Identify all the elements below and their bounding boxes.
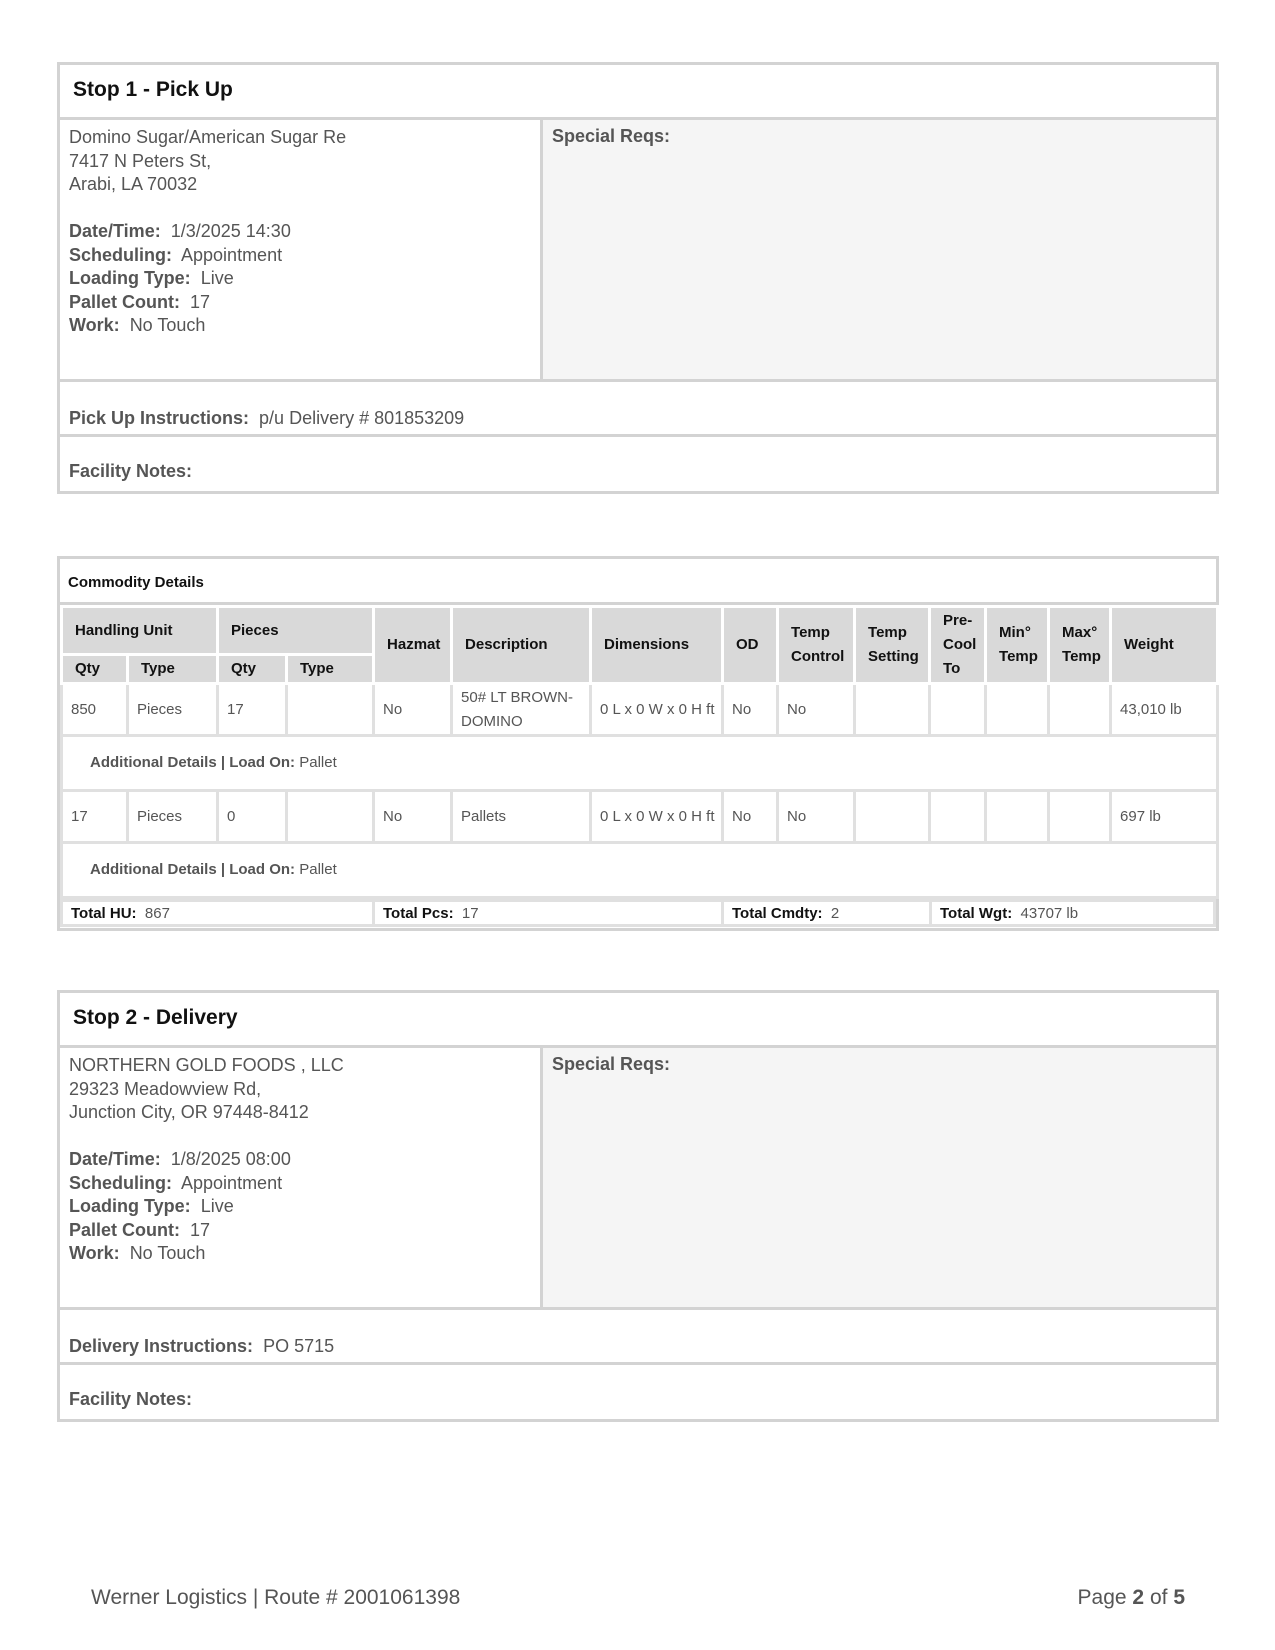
stop-2-special-reqs: Special Reqs: [543,1048,1216,1307]
stop-2-facility-notes: Facility Notes: [69,1389,193,1409]
header-hu-type: Type [128,655,218,684]
header-handling-unit: Handling Unit [62,607,218,655]
stop-2-address-line: NORTHERN GOLD FOODS , LLC [69,1055,344,1075]
stop-2-address-line: 29323 Meadowview Rd, [69,1078,262,1099]
stop-1-address-line: 7417 N Peters St, [69,150,212,171]
stop-2-address-block [60,1048,543,1307]
stop-1-datetime: Date/Time: 1/3/2025 14:30 [69,221,291,241]
additional-details-row: Additional Details | Load On: Pallet [62,843,1218,898]
footer-page-number: Page 2 of 5 [1077,1586,1185,1609]
stop-1-address-block [60,120,543,379]
stop-1-work: Work: No Touch [69,315,206,335]
commodity-details-title: Commodity Details [60,559,1216,605]
stop-1-title: Stop 1 - Pick Up [60,65,1216,120]
commodity-details-section [57,556,1219,931]
stop-2-pallet-count: Pallet Count: 17 [69,1219,211,1240]
total-hu: Total HU: 867 [62,901,374,926]
header-pieces: Pieces [218,607,374,655]
stop-2-address-line: Junction City, OR 97448-8412 [69,1102,309,1122]
stop-2-work: Work: No Touch [69,1243,206,1263]
header-pre-cool: Pre-Cool To [930,607,986,684]
stop-1-facility-notes: Facility Notes: [69,461,193,481]
header-hazmat: Hazmat [374,607,452,684]
stop-2-instructions: Delivery Instructions: PO 5715 [60,1310,1216,1365]
header-min-temp: Min° Temp [986,607,1049,684]
stop-2-datetime: Date/Time: 1/8/2025 08:00 [69,1149,291,1169]
stop-1-instructions: Pick Up Instructions: p/u Delivery # 801853209 [60,382,1216,437]
stop-2-loading-type: Loading Type: Live [69,1196,234,1216]
stop-1-loading-type: Loading Type: Live [69,268,234,288]
header-description: Description [452,607,591,684]
header-pc-type: Type [287,655,374,684]
stop-2-title: Stop 2 - Delivery [60,993,1216,1048]
stop-1-special-reqs: Special Reqs: [543,120,1216,379]
total-wgt: Total Wgt: 43707 lb [931,901,1215,926]
commodity-table [60,605,1219,899]
commodity-totals [60,899,1216,927]
additional-details-row: Additional Details | Load On: Pallet [62,736,1218,791]
table-row: 17 Pieces 0 No Pallets 0 L x 0 W x 0 H ft No No 697 lb [62,791,1218,843]
stop-1-section [57,62,1219,494]
header-dimensions: Dimensions [591,607,723,684]
stop-1-address-line: Arabi, LA 70032 [69,174,198,194]
total-pcs: Total Pcs: 17 [374,901,723,926]
stop-2-section [57,990,1219,1422]
table-row: 850 Pieces 17 No 50# LT BROWN-DOMINO 0 L x 0 W x 0 H ft No No 43,010 lb [62,684,1218,736]
total-cmdty: Total Cmdty: 2 [723,901,931,926]
header-temp-control: Temp Control [778,607,855,684]
header-temp-setting: Temp Setting [855,607,930,684]
stop-1-pallet-count: Pallet Count: 17 [69,291,211,312]
header-hu-qty: Qty [62,655,128,684]
header-od: OD [723,607,778,684]
stop-2-scheduling: Scheduling: Appointment [69,1172,283,1193]
stop-1-scheduling: Scheduling: Appointment [69,244,283,265]
header-pc-qty: Qty [218,655,287,684]
header-max-temp: Max° Temp [1049,607,1111,684]
header-weight: Weight [1111,607,1218,684]
stop-1-address-line: Domino Sugar/American Sugar Re [69,127,347,147]
footer-route: Werner Logistics | Route # 2001061398 [91,1586,461,1609]
